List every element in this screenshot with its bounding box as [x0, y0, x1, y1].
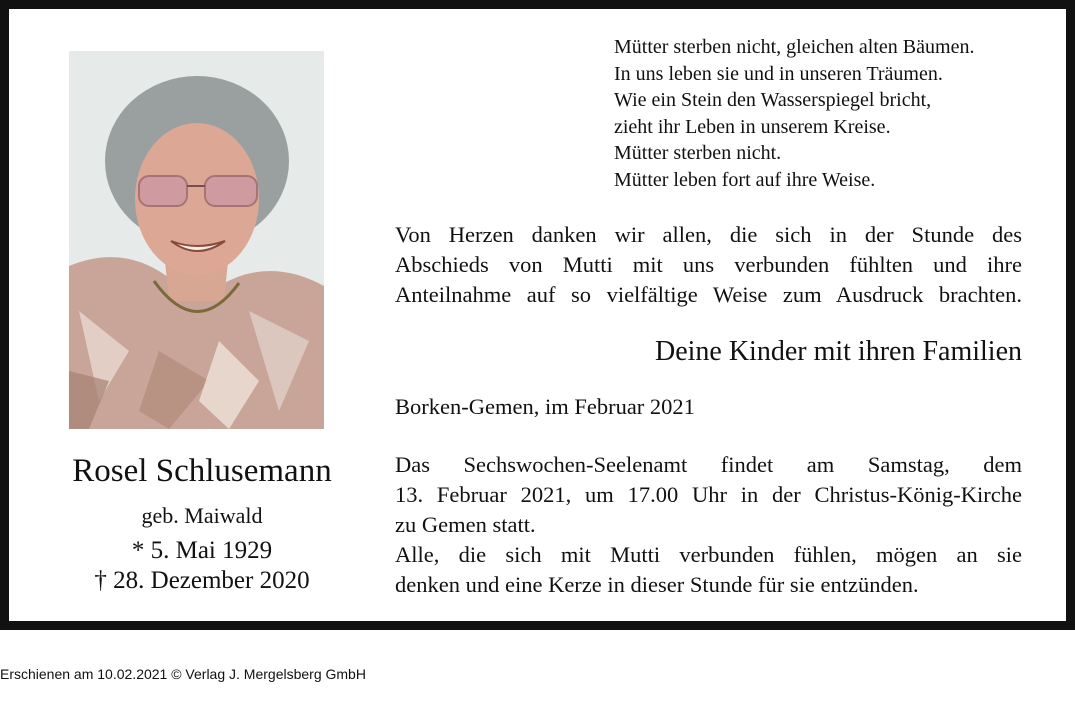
service-line: denken und eine Kerze in dieser Stunde für sie entzünden.: [395, 572, 919, 597]
deceased-name: Rosel Schlusemann: [72, 453, 332, 489]
publication-footer: Erschienen am 10.02.2021 © Verlag J. Mergelsberg GmbH: [0, 666, 366, 682]
signature: Deine Kinder mit ihren Familien: [654, 336, 1022, 367]
poem-line: Mütter leben fort auf ihre Weise.: [614, 168, 876, 191]
death-date: † 28. Dezember 2020: [94, 567, 310, 594]
thanks-paragraph: [395, 220, 1022, 310]
poem-line: Wie ein Stein den Wasserspiegel bricht,: [614, 89, 932, 112]
thanks-line: Von Herzen danken wir allen, die sich in der Stunde des: [395, 222, 1022, 247]
portrait-illustration: [69, 51, 324, 429]
poem-line: Mütter sterben nicht, gleichen alten Bäumen.: [614, 36, 975, 58]
service-paragraph: [395, 450, 1022, 600]
service-line: Das Sechswochen-Seelenamt findet am Samstag, dem: [395, 452, 1022, 477]
portrait-photo: [69, 51, 324, 429]
place-date: Borken-Gemen, im Februar 2021: [395, 394, 695, 419]
poem-line: zieht ihr Leben in unserem Kreise.: [614, 115, 891, 138]
service-line: Alle, die sich mit Mutti verbunden fühlen, mögen an sie: [395, 542, 1022, 567]
birth-date: * 5. Mai 1929: [131, 537, 273, 564]
poem-line: Mütter sterben nicht.: [614, 142, 782, 165]
thanks-line: Anteilnahme auf so vielfältige Weise zum Ausdruck brachten.: [395, 282, 1022, 307]
poem-line: In uns leben sie und in unseren Träumen.: [614, 62, 943, 85]
service-line: 13. Februar 2021, um 17.00 Uhr in der Christus-König-Kirche: [395, 482, 1022, 507]
service-line: zu Gemen statt.: [395, 512, 536, 537]
notice-card: [9, 9, 1066, 621]
thanks-line: Abschieds von Mutti mit uns verbunden fühlten und ihre: [395, 252, 1022, 277]
poem: [614, 34, 974, 194]
birth-name: geb. Maiwald: [141, 503, 263, 528]
